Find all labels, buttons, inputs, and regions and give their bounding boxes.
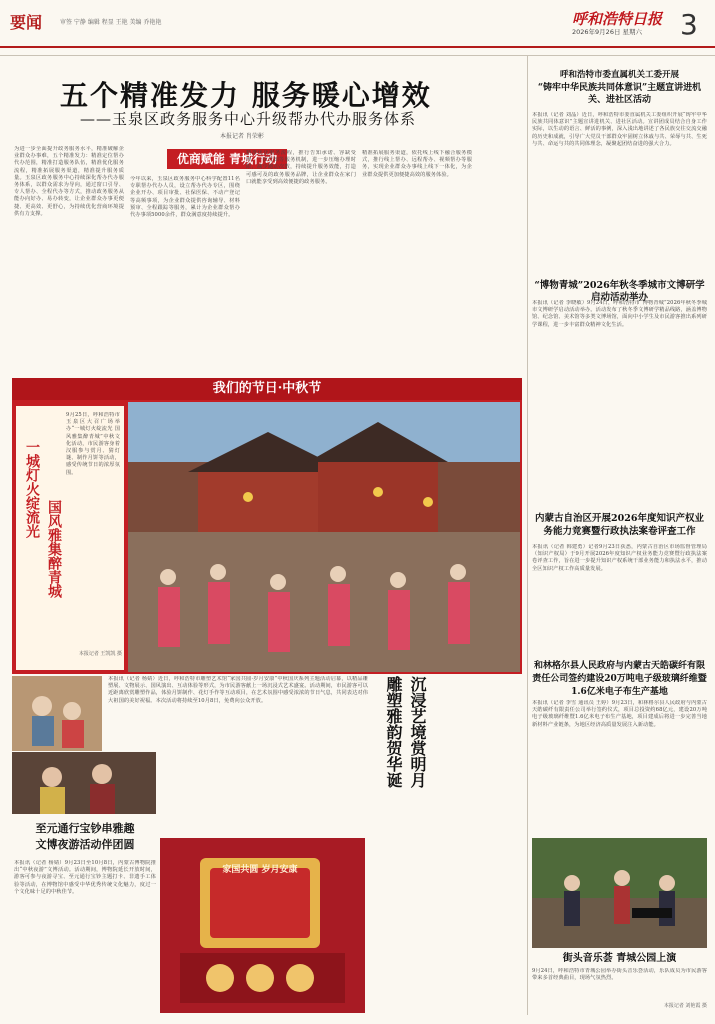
right-story-1-body: 本报讯（记者 刘晶）近日，呼和浩特市委直属机关工委组织开展“铸牢中华民族共同体意识”主题宣讲进机关、进社区活动。宣讲团成员结合自身工作实际，以生动的语言、鲜活的事例，深入浅出地讲述了各民族交往交流交融的历史和成就，引导广大党员干部群众牢固树立休戚与共、荣辱与共、生死与共、命运与共的共同体理念，凝聚起团结奋进的强大合力。 [532, 112, 707, 147]
sculpture-vertical-title-2: 沉浸艺境赏明月 [408, 676, 427, 788]
column-divider [527, 55, 528, 1015]
museum-photo [12, 752, 156, 814]
festival-vertical-title-2: 国风雅集醉青城 [46, 500, 62, 598]
festival-caption: 9月25日，呼和浩特市玉泉区大召广场举办“一城灯火绽流光 国风雅集醉青城”中秋文化活动，市民游客身着汉服参与赏月、猜灯谜、制作月饼等活动，感受传统节日的浓厚氛围。 [66, 412, 120, 476]
festival-photo-credit: 本报记者 王凯凯 摄 [78, 651, 122, 657]
lead-headline: 五个精准发力 服务暖心增效 [60, 79, 432, 112]
right-story-1-kicker: 呼和浩特市委直属机关工委开展 [559, 70, 679, 80]
concert-photo [532, 838, 707, 948]
lead-byline: 本报记者 肖荣彬 [220, 133, 264, 140]
editor-meta: 审签 宁静 编辑 程显 王艳 美编 乔艳艳 [60, 19, 162, 26]
concert-photo-credit: 本报记者 刘艳霞 摄 [663, 1003, 707, 1009]
festival-photo [128, 402, 520, 672]
page-number: 3 [680, 8, 698, 41]
lead-column-4: 精准拓展服务渠道，依托线上线下融合服务模式，推行线上帮办、远程帮办、视频帮办等服务，实现企业群众办事线上线下一体化，为企业群众提供更加便捷高效的服务体验。 [362, 150, 472, 178]
lead-column-2: 今年以来，玉泉区政务服务中心科学配置11名专职帮办代办人员，设立帮办代办专区，围绕企业开办、项目审批、社保医保、不动产登记等高频事项，为企业群众提供咨询辅导、材料预审、全程跟踪等服务，累计为企业群众帮办代办事项5000余件，群众满意度持续提升。 [130, 176, 240, 219]
right-story-4-title: 和林格尔县人民政府与内蒙古天皓碳纤有限责任公司签约建设20万吨电子级玻璃纤维暨1.6亿米电子布生产基地 [532, 661, 707, 697]
right-story-2-body: 本报讯（记者 李晓敏）9月24日，呼和浩特市“博物青城”2026年秋冬季城市文博研学启动活动举办。活动发布了秋冬季文博研学精品线路，涵盖博物馆、纪念馆、美术馆等多类文博场馆，面向中小学生及市民游客推出系列研学课程，进一步丰富群众精神文化生活。 [532, 300, 707, 328]
right-story-3-title: 内蒙古自治区开展2026年度知识产权业务能力竞赛暨行政执法案卷评查工作 [535, 513, 704, 537]
right-story-4-body: 本报讯（记者 李雪 通讯员 王婷）9月23日，和林格尔县人民政府与内蒙古天皓碳纤有限责任公司举行签约仪式，项目总投资约68亿元，建设20万吨电子级玻璃纤维暨1.6亿米电子布生产基地，项目建成后将进一步完善当地新材料产业链条，为地区经济高质量发展注入新动能。 [532, 700, 707, 728]
lead-column-3: 精准优化服务流程，推行告知承诺、容缺受理、一次告知等服务机制，进一步压缩办理时限，减少跑动次数，持续提升服务效能，打造可感可及的政务服务品牌，让企业群众在家门口就能享受到高效便捷的政务服务。 [246, 150, 356, 185]
sculpture-photo-small [12, 676, 102, 751]
concert-photo-title: 街头音乐荟 青城公园上演 [562, 953, 677, 964]
lead-banner: 优商赋能 青城行动 [167, 149, 287, 169]
right-story-2-title: “博物青城”2026年秋冬季城市文博研学启动活动举办 [534, 280, 705, 303]
issue-date: 2026年9月26日 星期六 [572, 28, 643, 36]
concert-photo-caption: 9月24日，呼和浩特市青城公园举办街头音乐荟活动，乐队成员为市民游客带来多首经典曲目，现场气氛热烈。 [532, 968, 707, 982]
section-label: 要闻 [10, 13, 43, 32]
museum-title-line-1: 至元通行宝钞串雅趣 [35, 822, 135, 835]
sculpture-body: 本报讯（记者 杨婧）近日，呼和浩特市雕塑艺术馆“家国共圆·岁月安康”中秋国庆系列主题活动启幕，以精品雕塑展、文物展示、国风演出、互动体验等形式，为市民游客献上一场沉浸式艺术盛宴。活动期间，市民游客可以近距离欣赏雕塑作品，体验月饼制作、花灯手作等互动项目，在艺术氛围中感受浓浓的节日气息，共同表达对伟大祖国的美好祝福。本次活动将持续至10月8日，免费向公众开放。 [108, 676, 368, 704]
museum-body: 本报讯（记者 杨婧）9月23日至10月8日，内蒙古博物院推出“中秋夜游”文博活动。活动期间，博物院延长开放时间，游客可参与夜游寻宝、至元通行宝钞主题打卡、非遗手工体验等活动，在博物馆中感受中华优秀传统文化魅力，度过一个文化味十足的中秋佳节。 [14, 860, 156, 895]
newspaper-logo: 呼和浩特日报 [572, 10, 663, 28]
museum-title-line-2: 文博夜游活动伴团圆 [35, 838, 135, 851]
sculpture-photo-text: 家国共圆 岁月安康 [222, 865, 298, 875]
lead-column-1: 为进一步全面提升政务服务水平，精准破解企业群众办事难，五个精准发力：精准定位帮办代办范围，精准打造服务队伍，精准优化服务流程，精准拓展服务渠道，精准提升服务质量。玉泉区政务服务中心持续深化帮办代办服务体系，以群众需求为导向，通过窗口引导、专人帮办、全程代办等方式，推动政务服务从能办向好办、易办转变，让企业群众办事更便捷、更高效、更舒心，为持续优化营商环境提供有力支撑。 [14, 146, 124, 217]
sculpture-vertical-title-1: 雕塑雅韵贺华诞 [384, 676, 403, 788]
right-story-1-title: “铸牢中华民族共同体意识”主题宣讲进机关、进社区活动 [537, 83, 702, 105]
lead-subheadline: ——玉泉区政务服务中心升级帮办代办服务体系 [80, 110, 417, 128]
festival-vertical-title-1: 一城灯火绽流光 [24, 440, 40, 538]
festival-banner: 我们的节日·中秋节 [12, 378, 522, 400]
right-story-3-body: 本报讯（记者 韩建勇）记者9月23日获悉，内蒙古自治区市场监督管理局（知识产权局）于9月开展2026年度知识产权业务能力竞赛暨行政执法案卷评查工作，旨在进一步提升知识产权系统干部业务能力和执法水平，推动全区知识产权工作高质量发展。 [532, 544, 707, 572]
